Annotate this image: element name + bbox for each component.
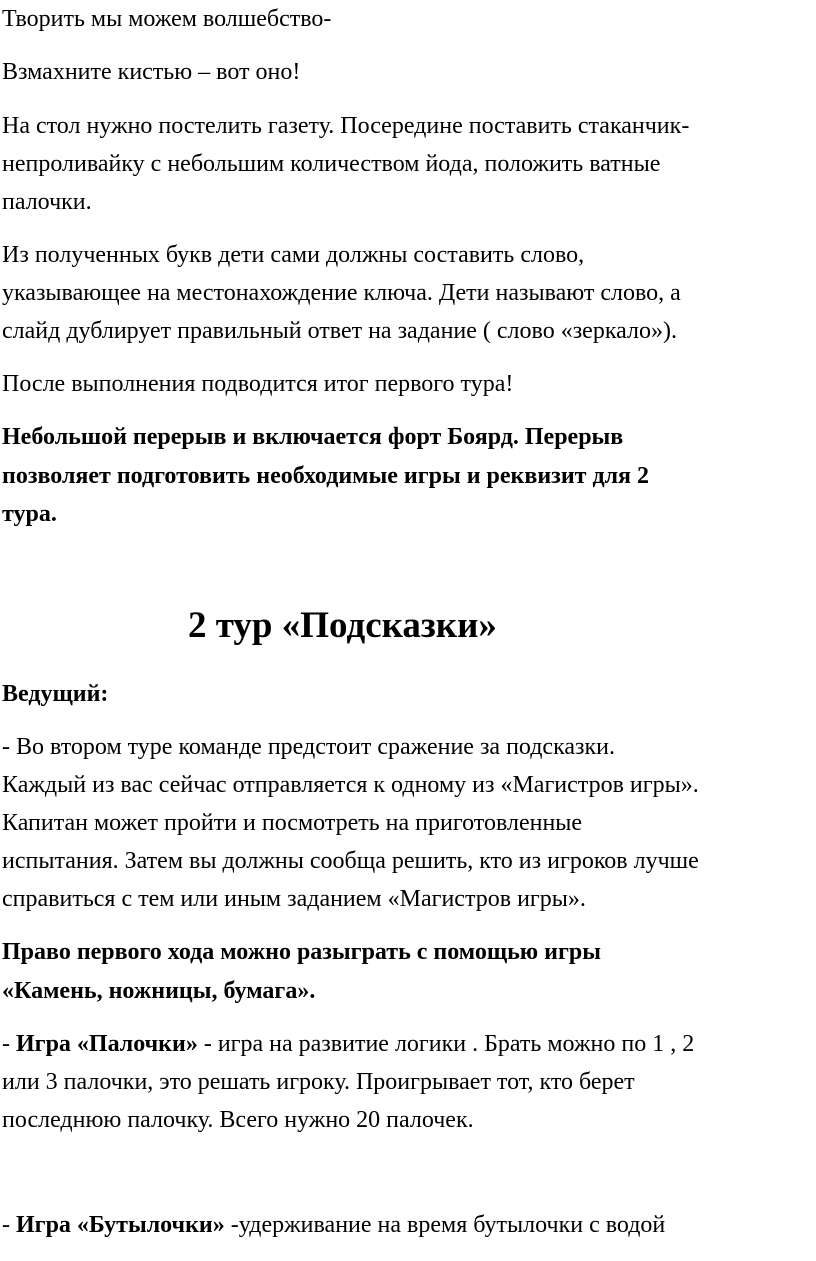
game-bottles-description: -удерживание на время бутылочки с водой xyxy=(224,1212,666,1238)
game-name-bottles: Игра «Бутылочки» xyxy=(16,1212,225,1238)
paragraph-game-sticks-line-2: или 3 палочки, это решать игроку. Проигрывает тот, кто берет xyxy=(2,1069,635,1095)
paragraph-host-speech-line-4: испытания. Затем вы должны сообща решить, кто из игроков лучше xyxy=(2,848,699,874)
paragraph-break-line-2: позволяет подготовить необходимые игры и реквизит для 2 xyxy=(2,463,650,489)
paragraph-host-speech-line-5: справиться с тем или иным заданием «Магистров игры». xyxy=(2,886,586,912)
section-heading: 2 тур «Подсказки» xyxy=(188,605,497,646)
paragraph-host-speech-line-3: Капитан может пройти и посмотреть на приготовленные xyxy=(2,810,583,836)
paragraph-game-sticks-line-1 xyxy=(2,1030,694,1058)
list-dash: - xyxy=(2,1031,16,1057)
paragraph-poem-line-2: Взмахните кистью – вот оно! xyxy=(2,59,301,85)
paragraph-first-move-line-2: «Камень, ножницы, бумага». xyxy=(2,978,316,1004)
paragraph-word-task-line-1: Из полученных букв дети сами должны составить слово, xyxy=(2,242,585,268)
paragraph-break-line-3: тура. xyxy=(2,501,57,527)
paragraph-poem-line-1: Творить мы можем волшебство- xyxy=(2,6,332,32)
paragraph-instructions-line-3: палочки. xyxy=(2,189,92,215)
paragraph-game-sticks-line-3: последнюю палочку. Всего нужно 20 палочек. xyxy=(2,1107,474,1133)
speaker-label: Ведущий: xyxy=(2,681,109,707)
paragraph-round-result: После выполнения подводится итог первого тура! xyxy=(2,371,514,397)
paragraph-word-task-line-2: указывающее на местонахождение ключа. Дети называют слово, а xyxy=(2,280,681,306)
paragraph-word-task-line-3: слайд дублирует правильный ответ на задание ( слово «зеркало»). xyxy=(2,318,677,344)
paragraph-first-move-line-1: Право первого хода можно разыграть с помощью игры xyxy=(2,939,601,965)
paragraph-break-line-1: Небольшой перерыв и включается форт Боярд. Перерыв xyxy=(2,424,624,450)
game-sticks-description: - игра на развитие логики . Брать можно по 1 , 2 xyxy=(197,1031,695,1057)
paragraph-instructions-line-1: На стол нужно постелить газету. Посередине поставить стаканчик- xyxy=(2,113,690,139)
game-name-sticks: Игра «Палочки» xyxy=(16,1031,198,1057)
paragraph-host-speech-line-1: - Во втором туре команде предстоит сражение за подсказки. xyxy=(2,734,616,760)
paragraph-game-bottles-line-1 xyxy=(2,1211,665,1239)
list-dash: - xyxy=(2,1212,16,1238)
paragraph-instructions-line-2: непроливайку с небольшим количеством йода, положить ватные xyxy=(2,151,661,177)
paragraph-host-speech-line-2: Каждый из вас сейчас отправляется к одному из «Магистров игры». xyxy=(2,772,699,798)
